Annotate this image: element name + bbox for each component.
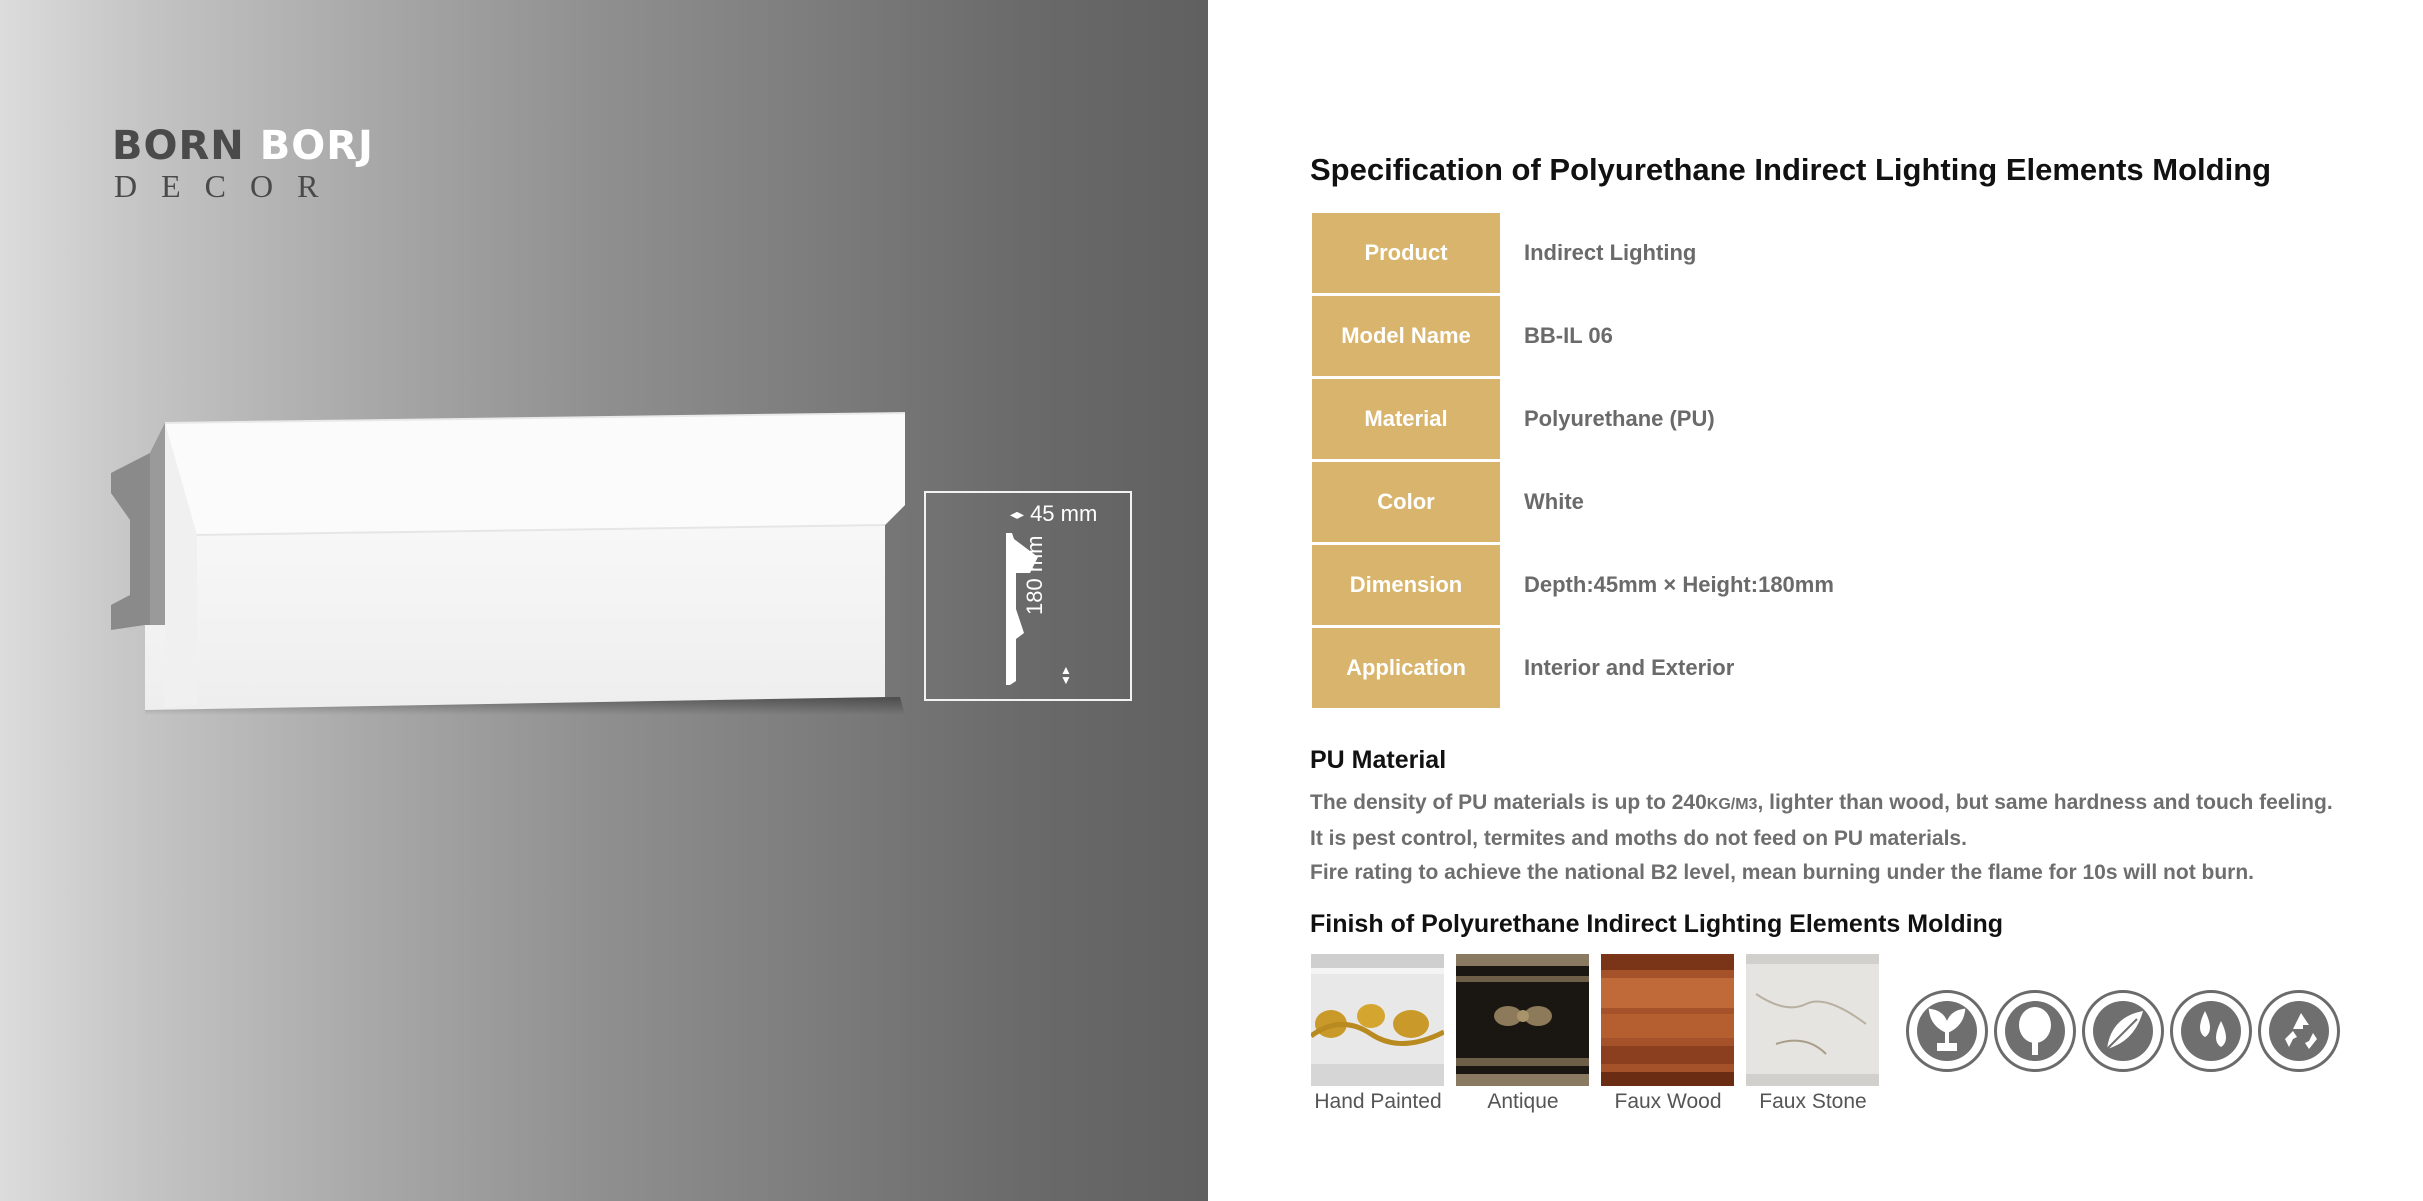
swatch-faux-stone — [1746, 954, 1879, 1086]
swatch-hand-painted — [1311, 954, 1444, 1086]
spec-table — [1310, 213, 1834, 711]
logo-subtitle: DECOR — [114, 168, 343, 204]
spec-title: Specification of Polyurethane Indirect Lighting Elements Molding — [1310, 152, 2272, 187]
spec-row-color — [1310, 462, 1834, 542]
cfc-free-icon — [1994, 990, 2076, 1072]
spec-row-material — [1310, 379, 1834, 459]
spec-value: Depth:45mm × Height:180mm — [1524, 572, 1834, 597]
spec-label: Product — [1312, 213, 1500, 293]
pu-line-1-text: The density of PU materials is up to 240 — [1310, 791, 1707, 814]
pu-material-title: PU Material — [1310, 746, 1447, 774]
moisture-resistant-icon — [2170, 990, 2252, 1072]
logo-wordmark — [112, 124, 372, 168]
spec-label: Dimension — [1312, 545, 1500, 625]
molding-render — [105, 405, 915, 715]
height-arrows-icon: ▲ ▼ — [1060, 663, 1072, 687]
brand-logo — [112, 124, 372, 204]
eco-badges — [1906, 990, 2346, 1080]
pu-line-3: Fire rating to achieve the national B2 level, mean burning under the flame for 10s will not burn. — [1310, 861, 2255, 884]
logo-word-borj: BORJ — [259, 123, 374, 169]
product-image-panel — [0, 0, 1208, 1201]
pu-density-unit: KG/M3 — [1706, 796, 1758, 813]
pu-line-1-rest: , lighter than wood, but same hardness and touch feeling. — [1757, 791, 2333, 814]
swatch-faux-wood — [1601, 954, 1734, 1086]
width-arrows-icon: ◂▸ — [1010, 506, 1025, 522]
finish-title: Finish of Polyurethane Indirect Lighting Elements Molding — [1310, 910, 2004, 938]
dimension-diagram — [924, 491, 1132, 701]
height-label: 180 mm — [1022, 535, 1047, 615]
spec-value: White — [1524, 489, 1584, 514]
spec-label: Application — [1312, 628, 1500, 708]
spec-label: Color — [1312, 462, 1500, 542]
width-label: 45 mm — [1030, 501, 1098, 526]
spec-label: Material — [1312, 379, 1500, 459]
spec-value: Interior and Exterior — [1524, 655, 1735, 680]
spec-row-dimension — [1310, 545, 1834, 625]
pu-line-2: It is pest control, termites and moths do not feed on PU materials. — [1310, 827, 1967, 850]
swatch-antique — [1456, 954, 1589, 1086]
swatch-label: Hand Painted — [1314, 1090, 1442, 1113]
spec-value: BB-IL 06 — [1524, 323, 1613, 348]
formaldehyde-free-icon — [1906, 990, 1988, 1072]
pu-line-1 — [1310, 786, 2333, 822]
spec-row-model-name — [1310, 296, 1834, 376]
spec-row-application — [1310, 628, 1834, 708]
spec-value: Indirect Lighting — [1524, 240, 1697, 265]
spec-row-product — [1310, 213, 1834, 293]
pu-material-description — [1310, 786, 2333, 890]
swatch-label: Antique — [1487, 1090, 1559, 1113]
logo-word-born: BORN — [112, 123, 245, 169]
spec-label: Model Name — [1312, 296, 1500, 376]
hypoallergenic-icon — [2082, 990, 2164, 1072]
biodegradable-icon — [2258, 990, 2340, 1072]
swatch-label: Faux Wood — [1614, 1090, 1722, 1113]
swatch-label: Faux Stone — [1759, 1090, 1867, 1113]
spec-value: Polyurethane (PU) — [1524, 406, 1715, 431]
